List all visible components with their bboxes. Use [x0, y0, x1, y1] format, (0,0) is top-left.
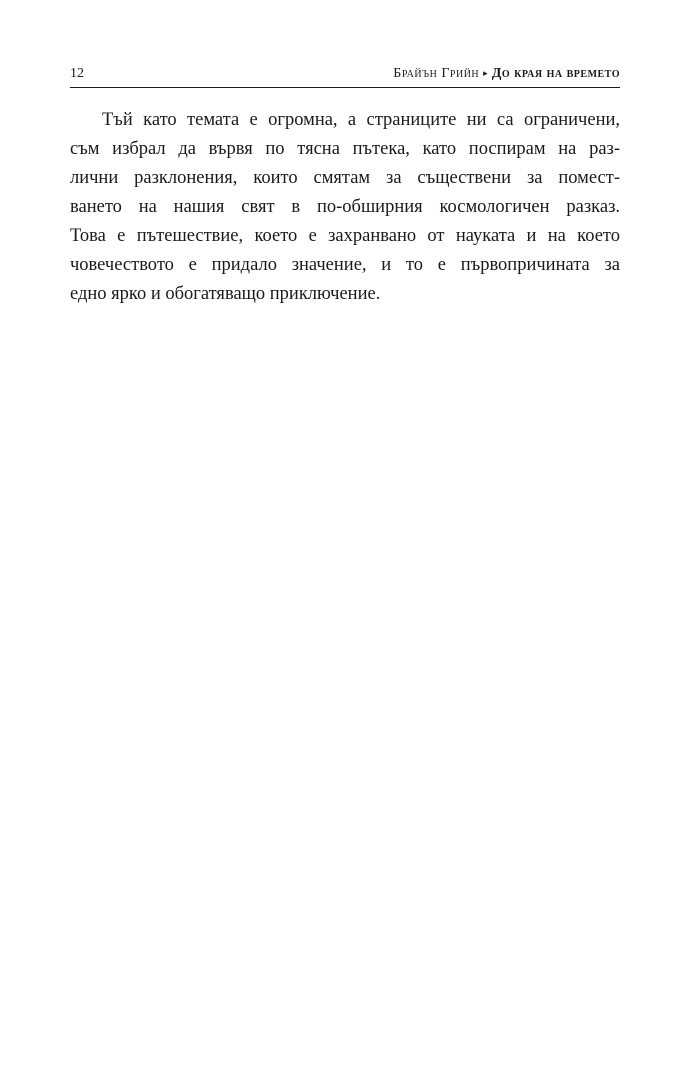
paragraph-line: човечеството е придало значение, и то е първопричината за: [70, 255, 620, 275]
paragraph-line: Тъй като темата е огромна, а страниците ни са ограничени,: [102, 110, 620, 130]
paragraph-line: лични разклонения, които смятам за съществени за помест-: [70, 168, 620, 188]
body-paragraph: [70, 106, 620, 309]
paragraph-line: ването на нашия свят в по-обширния космологичен разказ.: [70, 197, 620, 217]
header-rule: [70, 87, 620, 88]
header-right: [393, 64, 620, 84]
running-header: [70, 64, 620, 84]
author-name: Брайън Грийн: [393, 66, 480, 81]
paragraph-line: едно ярко и обогатяващо приключение.: [70, 284, 381, 304]
book-title: До края на времето: [491, 66, 620, 81]
paragraph-line: съм избрал да вървя по тясна пътека, като поспирам на раз-: [70, 139, 620, 159]
page-number: 12: [70, 66, 84, 81]
paragraph-line: Това е пътешествие, което е захранвано от науката и на което: [70, 226, 620, 246]
triangle-right-icon: ▸: [483, 68, 488, 78]
